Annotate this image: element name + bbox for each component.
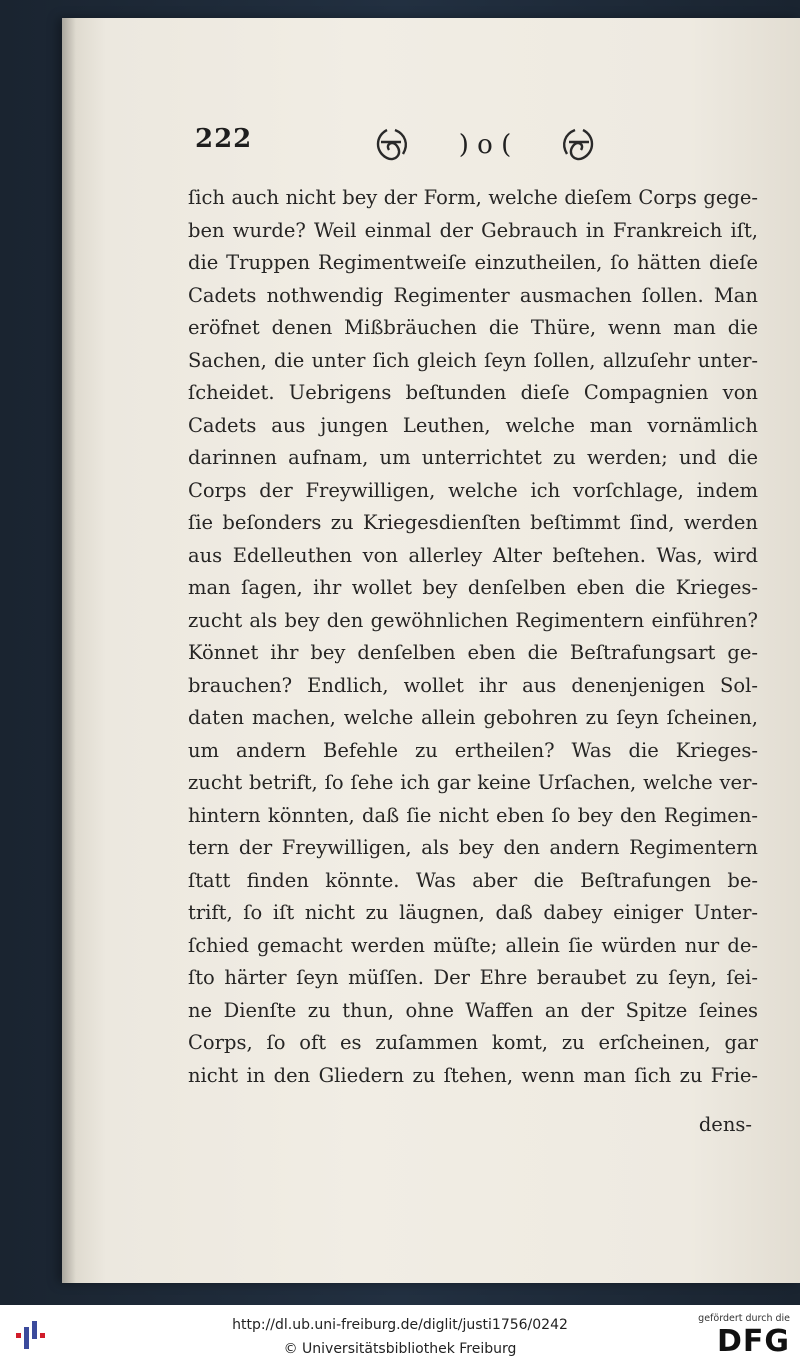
text-line: ſto härter ſeyn müſſen. Der Ehre beraubet zu ſeyn, ſei-	[188, 966, 758, 989]
text-line: man ſagen, ihr wollet bey denſelben eben die Krieges-	[188, 576, 758, 599]
text-line: ben wurde? Weil einmal der Gebrauch in Frankreich iſt,	[188, 218, 758, 242]
header-ornament-text: ) o (	[458, 130, 512, 160]
text-line: hintern könnten, daß ſie nicht eben ſo bey den Regimen-	[188, 803, 758, 827]
page-header	[195, 122, 755, 166]
text-line: die Truppen Regimentweiſe einzutheilen, ſo hätten dieſe	[188, 251, 758, 274]
text-line: trift, ſo iſt nicht zu läugnen, daß dabey einiger Unter-	[188, 901, 758, 924]
text-line: Cadets aus jungen Leuthen, welche man vornämlich	[188, 413, 758, 437]
text-line: daten machen, welche allein gebohren zu ſeyn ſcheinen,	[188, 706, 758, 729]
text-line: ne Dienſte zu thun, ohne Waffen an der Spitze ſeines	[188, 998, 758, 1022]
catchword: dens-	[698, 1113, 752, 1136]
text-line: ſchied gemacht werden müſte; allein ſie würden nur de-	[188, 933, 758, 957]
text-line: zucht als bey den gewöhnlichen Regimentern einführen?	[188, 608, 758, 632]
header-ornament	[365, 122, 605, 166]
text-line: Corps der Freywilligen, welche ich vorſchlage, indem	[188, 478, 758, 502]
text-line: Sachen, die unter ſich gleich ſeyn ſollen, allzuſehr unter-	[188, 348, 758, 372]
viewer-footer	[0, 1305, 800, 1365]
text-line: um andern Befehle zu ertheilen? Was die Krieges-	[188, 738, 758, 762]
dfg-logo: DFG	[716, 1324, 790, 1359]
text-line: nicht in den Gliedern zu ſtehen, wenn man ſich zu Frie-	[188, 1063, 758, 1087]
text-line: eröfnet denen Mißbräuchen die Thüre, wenn man die	[188, 316, 758, 339]
fleuron-left-icon	[378, 130, 406, 159]
text-line: Cadets nothwendig Regimenter ausmachen ſollen. Man	[188, 283, 758, 307]
text-line: brauchen? Endlich, wollet ihr aus denenjenigen Sol-	[188, 673, 758, 697]
text-line: ſie beſonders zu Kriegesdienſten beſtimmt ſind, werden	[188, 511, 758, 534]
text-line: ſcheidet. Uebrigens beſtunden dieſe Compagnien von	[188, 381, 758, 404]
copyright-notice: © Universitätsbibliothek Freiburg	[283, 1341, 517, 1357]
fleuron-right-icon	[564, 130, 592, 159]
dfg-caption: gefördert durch die	[698, 1313, 790, 1324]
text-line: zucht betrift, ſo ſehe ich gar keine Urſachen, welche ver-	[188, 771, 758, 794]
text-line: aus Edelleuthen von allerley Alter beſtehen. Was, wird	[188, 543, 758, 567]
body-text	[188, 182, 758, 1092]
page-edge-shadow	[62, 18, 76, 1283]
text-line: ſich auch nicht bey der Form, welche dieſem Corps gege-	[188, 186, 758, 209]
text-line: Könnet ihr bey denſelben eben die Beſtrafungsart ge-	[188, 641, 758, 664]
text-line: ſtatt finden könnte. Was aber die Beſtrafungen be-	[188, 868, 758, 892]
text-line: darinnen aufnam, um unterrichtet zu werden; und die	[188, 446, 758, 469]
page-number: 222	[195, 124, 253, 154]
permalink-url[interactable]: http://dl.ub.uni-freiburg.de/diglit/justi1756/0242	[232, 1317, 568, 1333]
text-line: Corps, ſo oft es zuſammen komt, zu erſcheinen, gar	[188, 1031, 758, 1054]
text-line: tern der Freywilligen, als bey den andern Regimentern	[188, 836, 758, 859]
